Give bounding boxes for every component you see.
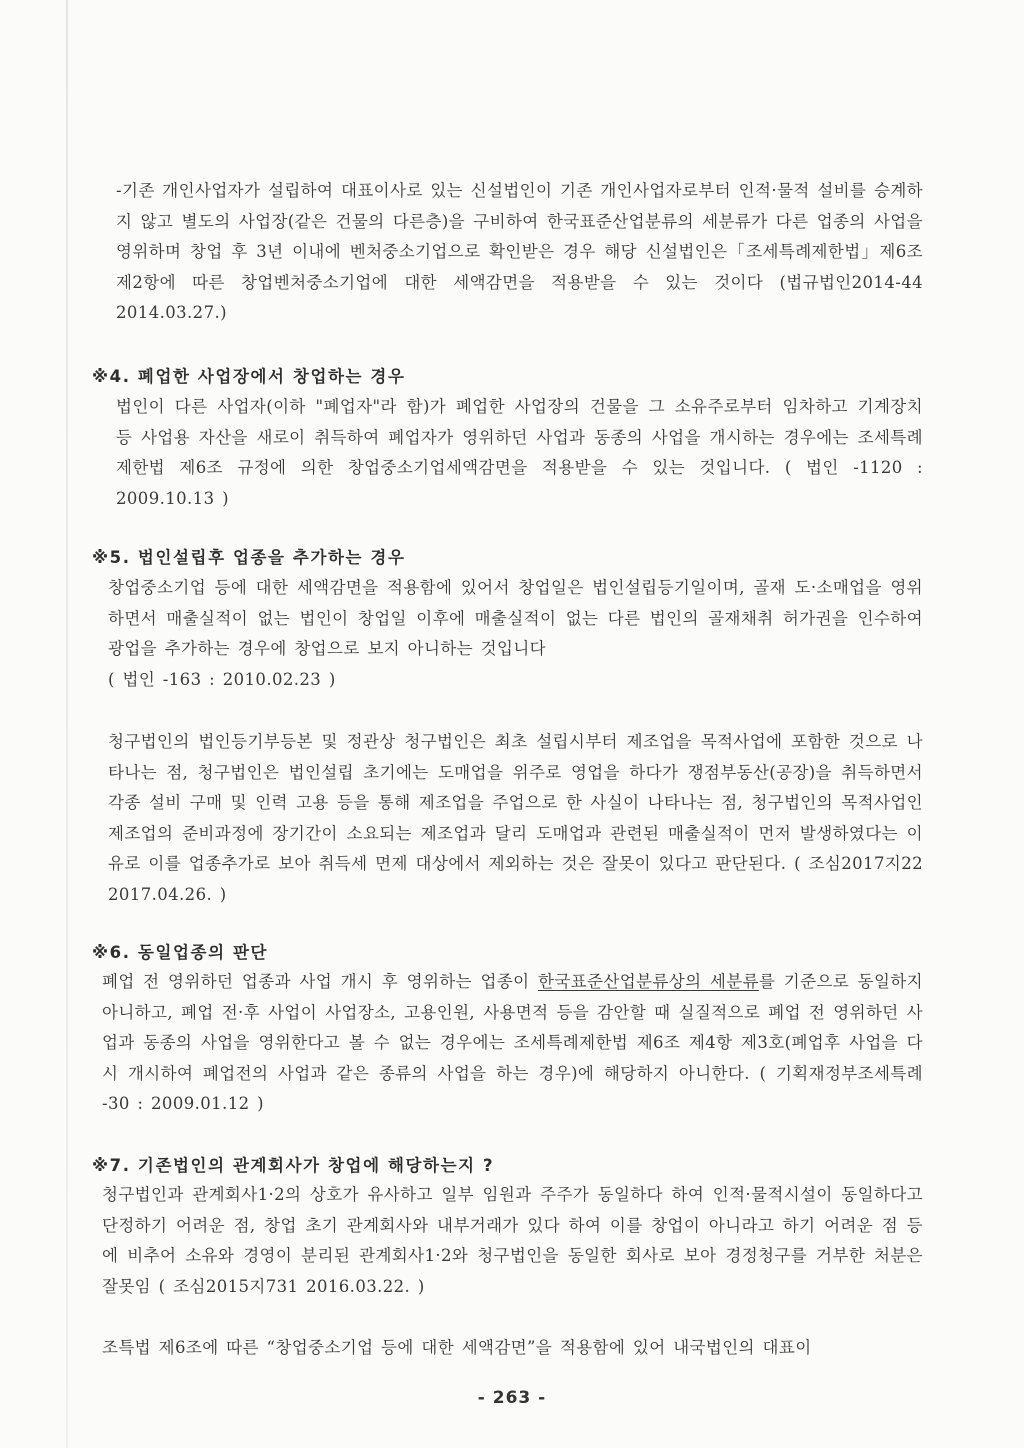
citation: ( 법인 -163 : 2010.02.23 ) (108, 669, 336, 689)
paragraph-text: 청구법인과 관계회사1·2의 상호가 유사하고 일부 임원과 주주가 동일하다 하여 인적·물적시설이 동일하다고 단정하기 어려운 점, 창업 초기 관계회사와 내부거래가 있다 하여 이를 창업이 아니라고 하기 어려운 점 등에 비추어 소유와 경영이 분리된 관계회사1·2와 청구법인을 동일한 회사로 보아 경정청구를 거부한 처분은 잘못임 ( 조심2015지731 2016.03.22. ) (102, 1185, 923, 1296)
paragraph-text: -기존 개인사업자가 설립하여 대표이사로 있는 신설법인이 기존 개인사업자로부터 인적·물적 설비를 승계하지 않고 별도의 사업장(같은 건물의 다른층)을 구비하여 한국표준산업분류의 세분류가 다른 업종의 사업을 영위하며 창업 후 3년 이내에 벤처중소기업으로 확인받은 경우 해당 신설법인은「조세특례제한법」제6조제2항에 따른 창업벤처중소기업에 대한 세액감면을 적용받을 수 있는 것이다 (법규법인2014-44 2014.03.27.) (116, 181, 923, 323)
paragraph-founder-new-corp (116, 176, 923, 329)
section-6 (92, 940, 922, 966)
section-heading-5: ※5. 법인설립후 업종을 추가하는 경우 (92, 548, 406, 567)
section-5 (92, 545, 922, 571)
section-5-body-a (108, 573, 923, 695)
section-7-body (102, 1180, 923, 1302)
paragraph-text: 청구법인의 법인등기부등본 및 정관상 청구법인은 최초 설립시부터 제조업을 목적사업에 포함한 것으로 나타나는 점, 청구법인은 법인설립 초기에는 도매업을 위주로 영업을 하다가 쟁점부동산(공장)을 취득하면서 각종 설비 구매 및 인력 고용 등을 통해 제조업을 주업으로 한 사실이 나타나는 점, 청구법인의 목적사업인 제조업의 준비과정에 장기간이 소요되는 제조업과 달리 도매업과 관련된 매출실적이 먼저 발생하였다는 이유로 이를 업종추가로 보아 취득세 면제 대상에서 제외하는 것은 잘못이 있다고 판단된다. ( 조심2017지22 2017.04.26. ) (108, 732, 923, 904)
section-7 (92, 1153, 922, 1179)
text-run: 를 기준으로 동일하지 아니하고, 폐업 전·후 사업이 사업장소, 고용인원, 사용면적 등을 감안할 때 실질적으로 폐업 전 영위하던 사업과 동종의 사업을 영위한다고 볼 수 없는 경우에는 조세특례제한법 제6조 제4항 제3호(폐업후 사업을 다시 개시하여 폐업전의 사업과 같은 종류의 사업을 하는 경우)에 해당하지 아니한다. ( 기획재정부조세특례 -30 : 2009.01.12 ) (102, 972, 923, 1114)
section-heading-4: ※4. 폐업한 사업장에서 창업하는 경우 (92, 367, 406, 386)
page-number: - 263 - (477, 1388, 547, 1408)
trailing-paragraph (102, 1333, 923, 1364)
section-heading-7: ※7. 기존법인의 관계회사가 창업에 해당하는지 ? (92, 1156, 495, 1175)
paragraph-text: 창업중소기업 등에 대한 세액감면을 적용함에 있어서 창업일은 법인설립등기일이며, 골재 도·소매업을 영위하면서 매출실적이 없는 법인이 창업일 이후에 매출실적이 없는 다른 법인의 골재채취 허가권을 인수하여 광업을 추가하는 경우에 창업으로 보지 아니하는 것입니다 (108, 578, 923, 659)
section-5-body-b (108, 727, 923, 911)
section-4 (92, 364, 922, 390)
section-6-body (102, 967, 923, 1120)
section-4-body (116, 392, 923, 514)
scan-edge (66, 0, 68, 1448)
paragraph-text: 조특법 제6조에 따른 “창업중소기업 등에 대한 세액감면”을 적용함에 있어 내국법인의 대표이 (102, 1338, 812, 1357)
section-heading-6: ※6. 동일업종의 판단 (92, 943, 269, 962)
paragraph-text: 법인이 다른 사업자(이하 "폐업자"라 함)가 폐업한 사업장의 건물을 그 소유주로부터 임차하고 기계장치 등 사업용 자산을 새로이 취득하여 폐업자가 영위하던 사업과 동종의 사업을 개시하는 경우에는 조세특례제한법 제6조 규정에 의한 창업중소기업세액감면을 적용받을 수 있는 것입니다. ( 법인 -1120 : 2009.10.13 ) (116, 397, 923, 508)
paragraph-text (102, 967, 923, 1120)
underlined-term: 한국표준산업분류상의 세분류 (538, 972, 759, 991)
text-run: 폐업 전 영위하던 업종과 사업 개시 후 영위하는 업종이 (102, 972, 539, 991)
